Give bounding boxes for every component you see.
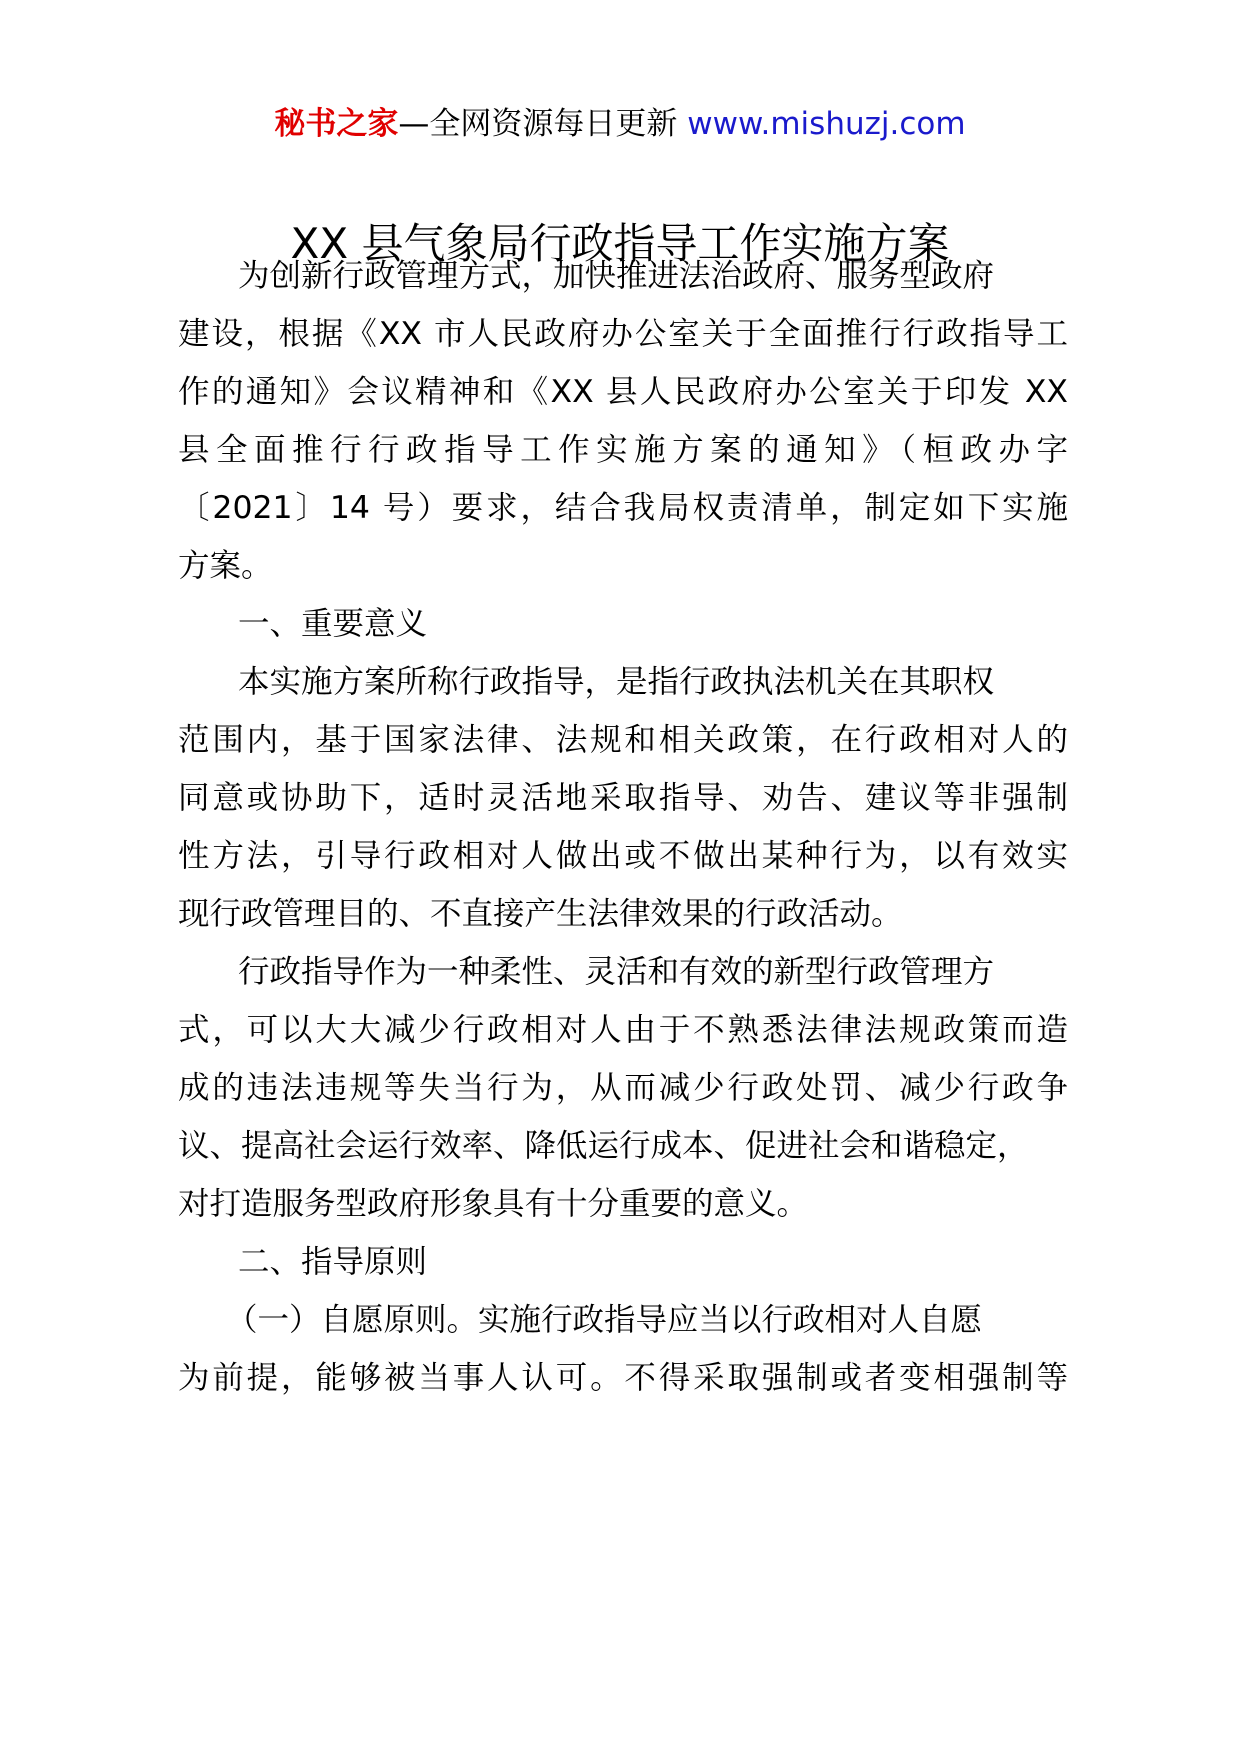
site-url-link[interactable]: www.mishuzj.com [687,106,966,142]
paragraph-line: 方案。 [178,548,273,584]
paragraph-line: 对打造服务型政府形象具有十分重要的意义。 [178,1186,809,1222]
paragraph-line: 成的违法违规等失当行为，从而减少行政处罚、减少行政争 [178,1070,1068,1106]
paragraph-line: 现行政管理目的、不直接产生法律效果的行政活动。 [178,896,903,932]
paragraph-line: 本实施方案所称行政指导，是指行政执法机关在其职权 [238,664,995,700]
document-title: XX 县气象局行政指导工作实施方案 [290,219,950,268]
paragraph-line: 式，可以大大减少行政相对人由于不熟悉法律法规政策而造 [178,1012,1068,1048]
paragraph-line: （一）自愿原则。实施行政指导应当以行政相对人自愿 [226,1302,983,1338]
paragraph-line: 为创新行政管理方式，加快推进法治政府、服务型政府 [238,258,995,294]
paragraph-line: 〔2021〕14 号）要求，结合我局权责清单，制定如下实施 [178,490,1068,526]
paragraph-line: 县全面推行行政指导工作实施方案的通知》（桓政办字 [178,432,1068,468]
paragraph-line: 性方法，引导行政相对人做出或不做出某种行为，以有效实 [178,838,1068,874]
paragraph-line: 建设，根据《XX 市人民政府办公室关于全面推行行政指导工 [178,316,1068,352]
site-brand: 秘书之家 [274,106,399,142]
paragraph-line: 行政指导作为一种柔性、灵活和有效的新型行政管理方 [238,954,995,990]
site-header [0,100,1240,148]
section-heading: 一、重要意义 [238,606,428,642]
paragraph-line: 议、提高社会运行效率、降低运行成本、促进社会和谐稳定， [178,1128,1029,1164]
paragraph-line: 为前提，能够被当事人认可。不得采取强制或者变相强制等 [178,1360,1068,1396]
site-slogan: —全网资源每日更新 [398,106,678,142]
section-heading: 二、指导原则 [238,1244,428,1280]
paragraph-line: 范围内，基于国家法律、法规和相关政策，在行政相对人的 [178,722,1068,758]
paragraph-line: 作的通知》会议精神和《XX 县人民政府办公室关于印发 XX [178,374,1068,410]
paragraph-line: 同意或协助下，适时灵活地采取指导、劝告、建议等非强制 [178,780,1068,816]
